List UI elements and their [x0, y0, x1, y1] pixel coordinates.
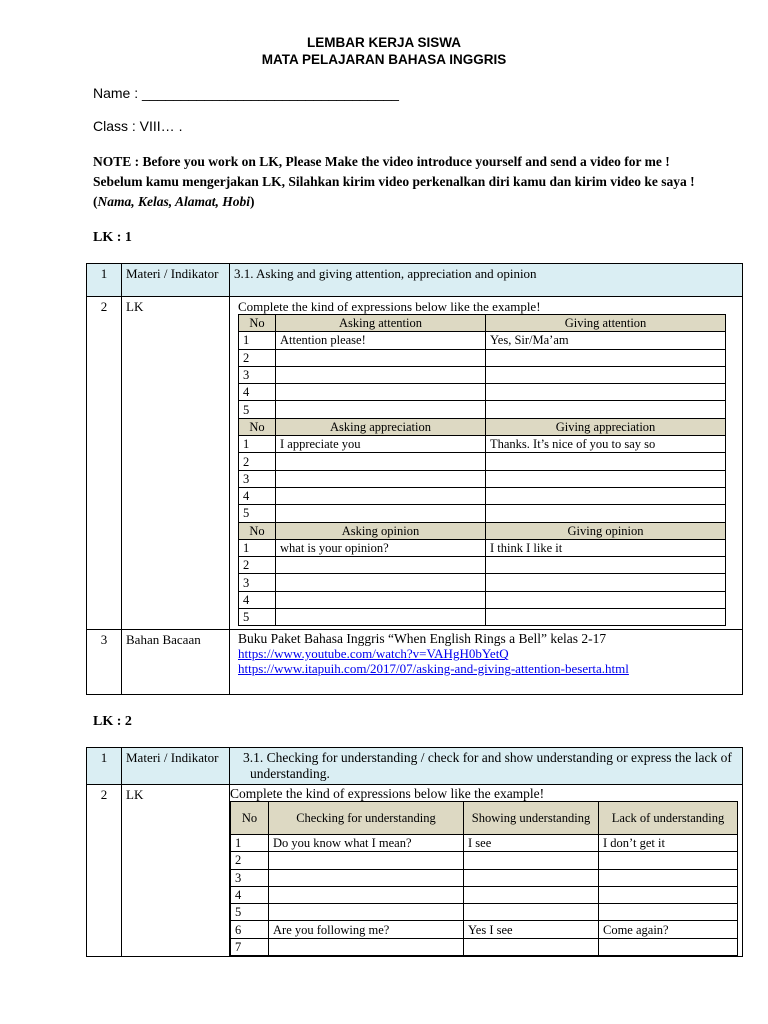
col-no-header: No: [239, 522, 276, 539]
showing-cell[interactable]: [464, 886, 599, 903]
note-italic: Nama, Kelas, Alamat, Hobi: [97, 194, 251, 209]
lk1-row1-content: 3.1. Asking and giving attention, appreciation and opinion: [230, 264, 743, 297]
note-paragraph: [93, 152, 703, 212]
giving-cell[interactable]: [486, 591, 726, 608]
lk1-row1-label: Materi / Indikator: [122, 264, 230, 297]
checking-cell[interactable]: [269, 886, 464, 903]
row-number: 4: [231, 886, 269, 903]
row-number: 2: [239, 557, 276, 574]
row-number: 4: [239, 487, 276, 504]
lk1-row-materi: [87, 264, 743, 297]
row-number: 2: [239, 349, 276, 366]
asking-cell[interactable]: what is your opinion?: [276, 539, 486, 556]
lk1-row3-num: 3: [87, 630, 122, 695]
table-row: [239, 349, 726, 366]
giving-cell[interactable]: Thanks. It’s nice of you to say so: [486, 436, 726, 453]
table-row: [239, 574, 726, 591]
row-number: 1: [239, 436, 276, 453]
giving-cell[interactable]: [486, 349, 726, 366]
table-row: [239, 401, 726, 418]
table-row: [231, 886, 738, 903]
page-title: LEMBAR KERJA SISWA: [306, 35, 461, 50]
lack-cell[interactable]: Come again?: [599, 921, 738, 938]
asking-cell[interactable]: [276, 591, 486, 608]
table-row: [239, 453, 726, 470]
lk2-row-lk: [87, 785, 743, 957]
row-number: 3: [231, 869, 269, 886]
giving-cell[interactable]: [486, 453, 726, 470]
class-field: Class : VIII… .: [93, 118, 183, 134]
showing-cell[interactable]: Yes I see: [464, 921, 599, 938]
table-row: [239, 436, 726, 453]
asking-cell[interactable]: [276, 470, 486, 487]
lk1-row-lk: [87, 297, 743, 630]
checking-cell[interactable]: Do you know what I mean?: [269, 835, 464, 852]
lack-cell[interactable]: [599, 852, 738, 869]
row-number: 2: [231, 852, 269, 869]
checking-cell[interactable]: [269, 938, 464, 955]
row-number: 7: [231, 938, 269, 955]
lk1-table: [86, 263, 743, 695]
name-field: Name : _________________________________: [93, 85, 399, 101]
table-row: [239, 470, 726, 487]
table-row: [239, 557, 726, 574]
col-asking-header: Asking appreciation: [276, 418, 486, 435]
lk2-row1-label: Materi / Indikator: [122, 748, 230, 785]
table-row: [239, 539, 726, 556]
lk1-section-header: [239, 418, 726, 435]
table-row: [231, 921, 738, 938]
lk1-heading: LK : 1: [93, 230, 132, 245]
checking-cell[interactable]: [269, 904, 464, 921]
lk1-book: Buku Paket Bahasa Inggris “When English Rings a Bell” kelas 2-17: [238, 631, 607, 647]
asking-cell[interactable]: [276, 557, 486, 574]
table-row: [239, 366, 726, 383]
lack-cell[interactable]: I don’t get it: [599, 835, 738, 852]
checking-cell[interactable]: [269, 869, 464, 886]
lack-cell[interactable]: [599, 886, 738, 903]
lk1-row1-num: 1: [87, 264, 122, 297]
giving-cell[interactable]: [486, 609, 726, 626]
showing-cell[interactable]: [464, 904, 599, 921]
row-number: 1: [231, 835, 269, 852]
lk1-row2-label: LK: [122, 297, 230, 630]
row-number: 3: [239, 470, 276, 487]
table-row: [239, 505, 726, 522]
asking-cell[interactable]: [276, 384, 486, 401]
lk2-expression-table: [230, 801, 738, 956]
col-giving-header: Giving appreciation: [486, 418, 726, 435]
table-row: [231, 904, 738, 921]
row-number: 3: [239, 574, 276, 591]
lk1-row-bahan: [87, 630, 743, 695]
asking-cell[interactable]: [276, 366, 486, 383]
asking-cell[interactable]: [276, 453, 486, 470]
lack-cell[interactable]: [599, 869, 738, 886]
checking-cell[interactable]: Are you following me?: [269, 921, 464, 938]
asking-cell[interactable]: [276, 487, 486, 504]
row-number: 3: [239, 366, 276, 383]
asking-cell[interactable]: [276, 505, 486, 522]
table-row: [239, 332, 726, 349]
lk2-row1-num: 1: [87, 748, 122, 785]
asking-cell[interactable]: [276, 574, 486, 591]
lk2-row2-num: 2: [87, 785, 122, 957]
col-asking-header: Asking attention: [276, 315, 486, 332]
table-row: [239, 591, 726, 608]
lk1-expression-table: [238, 314, 726, 626]
lk2-header-row: [231, 802, 738, 835]
col-giving-header: Giving attention: [486, 315, 726, 332]
lk2-row-materi: [87, 748, 743, 785]
giving-cell[interactable]: [486, 384, 726, 401]
lk1-row2-num: 2: [87, 297, 122, 630]
lk1-row3-label: Bahan Bacaan: [122, 630, 230, 695]
showing-cell[interactable]: [464, 852, 599, 869]
asking-cell[interactable]: Attention please!: [276, 332, 486, 349]
lk2-row1-content: 3.1. Checking for understanding / check for and show understanding or express the lack of understanding.: [230, 748, 743, 785]
row-number: 1: [239, 332, 276, 349]
giving-cell[interactable]: [486, 505, 726, 522]
table-row: [231, 869, 738, 886]
row-number: 5: [239, 609, 276, 626]
lk2-table: [86, 747, 743, 957]
asking-cell[interactable]: [276, 401, 486, 418]
lk2-header-checking: Checking for understanding: [269, 802, 464, 835]
note-text: NOTE : Before you work on LK, Please Make the video introduce yourself and send a video for me ! Sebelum kamu mengerjakan LK, Silahkan kirim video perkenalkan diri kamu dan kirim video ke saya ! (: [93, 154, 695, 209]
page-subtitle: MATA PELAJARAN BAHASA INGGRIS: [261, 52, 507, 67]
row-number: 2: [239, 453, 276, 470]
lk2-header-lack: Lack of understanding: [599, 802, 738, 835]
note-close: ): [250, 194, 255, 209]
giving-cell[interactable]: [486, 557, 726, 574]
asking-cell[interactable]: [276, 609, 486, 626]
showing-cell[interactable]: I see: [464, 835, 599, 852]
col-asking-header: Asking opinion: [276, 522, 486, 539]
asking-cell[interactable]: [276, 349, 486, 366]
col-no-header: No: [239, 418, 276, 435]
row-number: 4: [239, 591, 276, 608]
giving-cell[interactable]: Yes, Sir/Ma’am: [486, 332, 726, 349]
showing-cell[interactable]: [464, 869, 599, 886]
lk1-instruction: Complete the kind of expressions below like the example!: [238, 299, 541, 314]
table-row: [231, 938, 738, 955]
lk2-header-no: No: [231, 802, 269, 835]
lk2-instruction: Complete the kind of expressions below like the example!: [230, 786, 545, 801]
lk2-header-showing: Showing understanding: [464, 802, 599, 835]
lk2-heading: LK : 2: [93, 714, 132, 729]
youtube-link[interactable]: https://www.youtube.com/watch?v=VAHgH0bYetQ: [238, 646, 509, 662]
lack-cell[interactable]: [599, 904, 738, 921]
table-row: [231, 835, 738, 852]
lk1-section-header: [239, 315, 726, 332]
lk1-section-header: [239, 522, 726, 539]
asking-cell[interactable]: I appreciate you: [276, 436, 486, 453]
table-row: [231, 852, 738, 869]
table-row: [239, 487, 726, 504]
table-row: [239, 384, 726, 401]
row-number: 4: [239, 384, 276, 401]
giving-cell[interactable]: [486, 366, 726, 383]
lack-cell[interactable]: [599, 938, 738, 955]
lk2-row2-label: LK: [122, 785, 230, 957]
col-no-header: No: [239, 315, 276, 332]
row-number: 1: [239, 539, 276, 556]
giving-cell[interactable]: [486, 401, 726, 418]
row-number: 5: [239, 505, 276, 522]
showing-cell[interactable]: [464, 938, 599, 955]
checking-cell[interactable]: [269, 852, 464, 869]
col-giving-header: Giving opinion: [486, 522, 726, 539]
giving-cell[interactable]: [486, 470, 726, 487]
row-number: 5: [239, 401, 276, 418]
giving-cell[interactable]: I think I like it: [486, 539, 726, 556]
giving-cell[interactable]: [486, 487, 726, 504]
table-row: [239, 609, 726, 626]
row-number: 5: [231, 904, 269, 921]
giving-cell[interactable]: [486, 574, 726, 591]
itapuih-link[interactable]: https://www.itapuih.com/2017/07/asking-and-giving-attention-beserta.html: [238, 661, 629, 677]
row-number: 6: [231, 921, 269, 938]
